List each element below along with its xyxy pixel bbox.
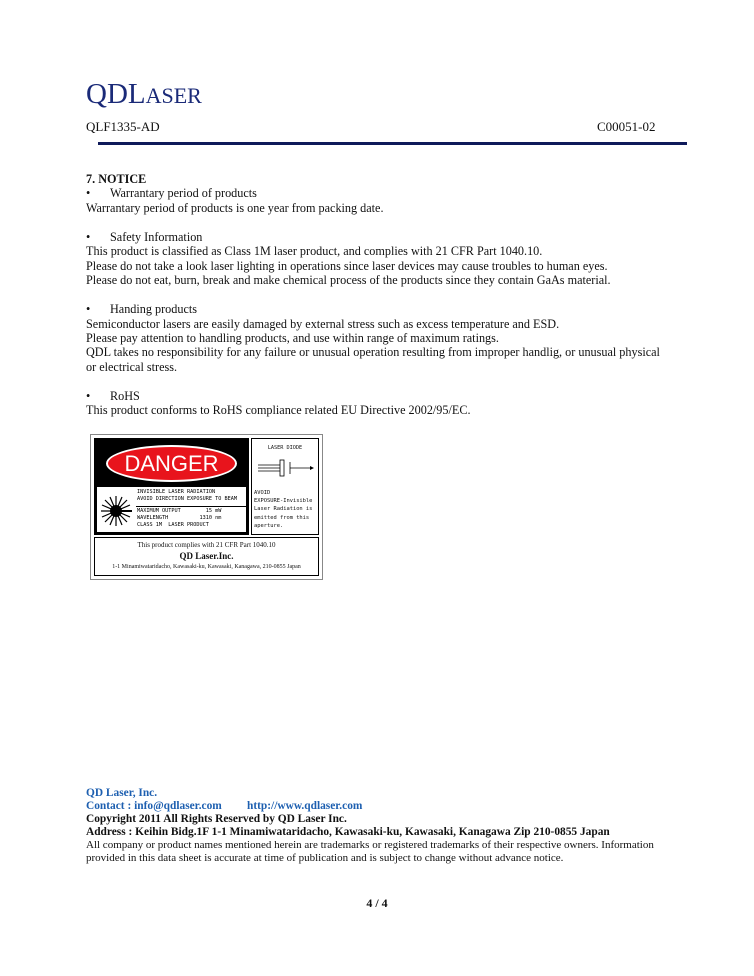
section-title-text: Safety Information xyxy=(110,230,203,244)
laser-starburst-icon xyxy=(100,495,132,527)
bullet-icon: • xyxy=(86,230,91,244)
label-address: 1-1 Minamiwataridacho, Kawasaki-ku, Kawasaki, Kanagawa, 210-0855 Japan xyxy=(112,564,301,570)
logo-text-large: QDL xyxy=(86,78,146,110)
safety-line: Please do not eat, burn, break and make chemical process of the products since they contain GaAs material. xyxy=(86,273,611,287)
cfr-compliance-text: This product complies with 21 CFR Part 1040.10 xyxy=(137,541,276,549)
notice-heading: 7. NOTICE xyxy=(86,172,147,186)
warranty-text: Warrantary period of products is one year from packing date. xyxy=(86,201,384,215)
handling-line: QDL takes no responsibility for any failure or unusual operation resulting from improper handlig, or unusual physical xyxy=(86,345,660,359)
footer-disclaimer: All company or product names mentioned herein are trademarks or registered trademarks of their respective owners. Information xyxy=(86,839,654,851)
handling-line: Semiconductor lasers are easily damaged by external stress such as excess temperature and ESD. xyxy=(86,317,560,331)
section-title-text: Warrantary period of products xyxy=(110,186,257,200)
bullet-icon: • xyxy=(86,302,91,316)
safety-line: Please do not take a look laser lighting in operations since laser devices may cause troubles to human eyes. xyxy=(86,259,608,273)
section-title-warranty xyxy=(86,186,257,201)
footer-website-link[interactable]: http://www.qdlaser.com xyxy=(247,800,363,812)
page-number: 4 / 4 xyxy=(366,896,388,910)
label-separator xyxy=(136,506,246,507)
laser-danger-label xyxy=(90,434,323,580)
footer-contact-email[interactable]: Contact : info@qdlaser.com xyxy=(86,800,222,812)
handling-line: Please pay attention to handling products, and use within range of maximum ratings. xyxy=(86,331,499,345)
footer-disclaimer: provided in this data sheet is accurate at time of publication and is subject to change without advance notice. xyxy=(86,852,564,864)
bullet-icon: • xyxy=(86,389,91,403)
safety-line: This product is classified as Class 1M laser product, and complies with 21 CFR Part 1040.10. xyxy=(86,244,543,258)
radiation-warning-text: INVISIBLE LASER RADIATION AVOID DIRECTION EXPOSURE TO BEAM xyxy=(137,489,237,502)
document-number: C00051-02 xyxy=(597,119,656,134)
part-number: QLF1335-AD xyxy=(86,119,160,134)
laser-spec-text: MAXIMUM OUTPUT 15 mW WAVELENGTH 1310 nm CLASS 1M LASER PRODUCT xyxy=(137,508,222,528)
logo-text-small: ASER xyxy=(145,83,202,108)
bullet-icon: • xyxy=(86,186,91,200)
certification-panel xyxy=(94,537,319,576)
danger-panel xyxy=(94,438,249,535)
laser-diode-symbol-icon xyxy=(256,457,314,479)
company-logo xyxy=(86,80,202,109)
laser-diode-title: LASER DIODE xyxy=(267,445,303,451)
warning-panel xyxy=(97,487,246,532)
footer-copyright: Copyright 2011 All Rights Reserved by QD Laser Inc. xyxy=(86,813,347,825)
handling-line: or electrical stress. xyxy=(86,360,178,374)
section-title-safety xyxy=(86,230,202,245)
section-title-text: RoHS xyxy=(110,389,140,403)
danger-oval: DANGER xyxy=(106,445,237,482)
section-title-handling xyxy=(86,302,197,317)
label-company-name: QD Laser.Inc. xyxy=(179,551,234,561)
footer-company: QD Laser, Inc. xyxy=(86,787,158,799)
section-title-text: Handing products xyxy=(110,302,197,316)
rohs-text: This product conforms to RoHS compliance related EU Directive 2002/95/EC. xyxy=(86,403,471,417)
section-title-rohs xyxy=(86,389,140,404)
header-rule xyxy=(98,142,687,145)
aperture-warning-text: AVOID EXPOSURE-Invisible Laser Radiation is emitted from this aperture. xyxy=(254,490,313,529)
laser-diode-panel xyxy=(251,438,319,535)
footer-address: Address : Keihin Bidg.1F 1-1 Minamiwataridacho, Kawasaki-ku, Kawasaki, Kanagawa Zip 210-0855 Japan xyxy=(86,826,610,838)
